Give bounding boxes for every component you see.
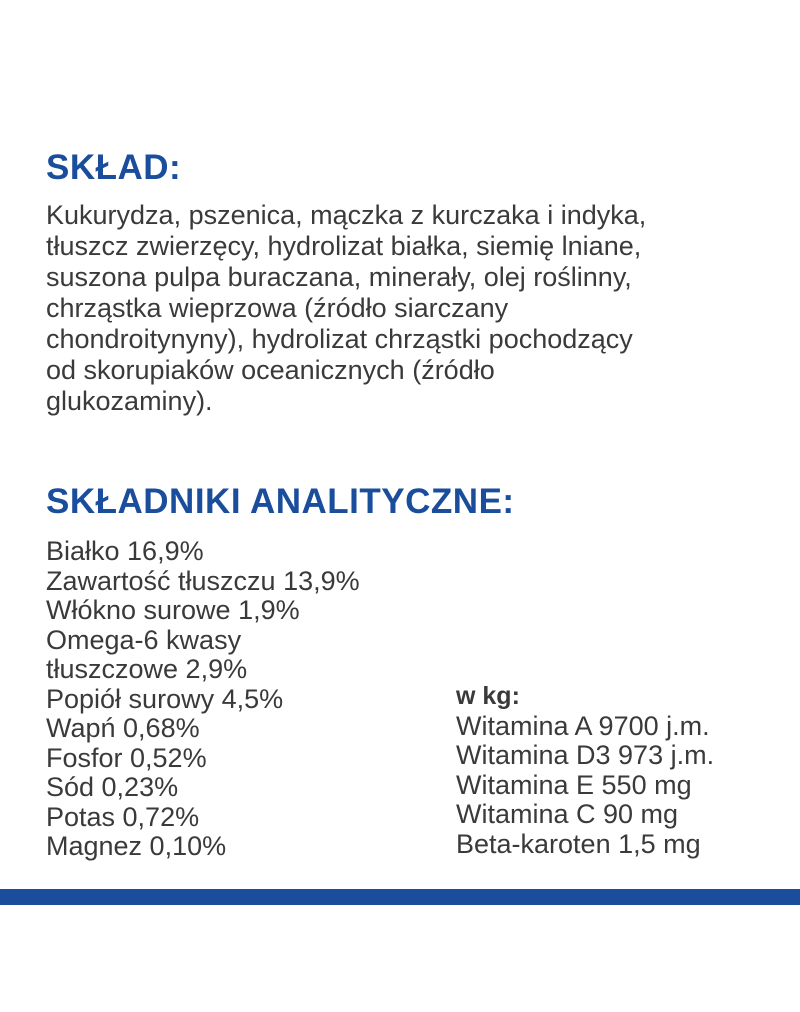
- composition-line: tłuszcz zwierzęcy, hydrolizat białka, siemię lniane,: [46, 231, 642, 261]
- vitamin-item: Witamina D3 973 j.m.: [456, 740, 715, 770]
- analytics-item: Omega-6 kwasy: [46, 624, 242, 655]
- analytics-item: Zawartość tłuszczu 13,9%: [46, 565, 360, 596]
- composition-line: suszona pulpa buraczana, minerały, olej roślinny,: [46, 262, 632, 292]
- analytics-item: Magnez 0,10%: [46, 831, 227, 861]
- composition-line: chrząstka wieprzowa (źródło siarczany: [46, 293, 509, 323]
- bottom-accent-bar: [0, 889, 800, 905]
- vitamins-list: [456, 682, 714, 859]
- analytics-heading: SKŁADNIKI ANALITYCZNE:: [46, 482, 515, 521]
- analytics-item: Fosfor 0,52%: [46, 742, 207, 773]
- analytics-item: Popiół surowy 4,5%: [46, 683, 284, 714]
- analytics-list: [46, 537, 360, 862]
- composition-line: Kukurydza, pszenica, mączka z kurczaka i indyka,: [46, 200, 647, 230]
- vitamin-item: Witamina C 90 mg: [456, 799, 679, 829]
- analytics-item: Białko 16,9%: [46, 536, 204, 566]
- analytics-item: Włókno surowe 1,9%: [46, 595, 300, 625]
- vitamin-item: Beta-karoten 1,5 mg: [456, 828, 701, 859]
- vitamin-item: Witamina E 550 mg: [456, 769, 692, 800]
- analytics-item: Sód 0,23%: [46, 772, 179, 802]
- composition-text: [46, 200, 776, 417]
- vitamin-item: Witamina A 9700 j.m.: [456, 710, 710, 741]
- analytics-item: Wapń 0,68%: [46, 713, 200, 743]
- composition-line: od skorupiaków oceanicznych (źródło: [46, 355, 495, 385]
- analytics-item: Potas 0,72%: [46, 801, 200, 832]
- vitamins-heading: w kg:: [456, 682, 520, 710]
- composition-heading: SKŁAD:: [46, 148, 182, 187]
- composition-line: chondroitynyny), hydrolizat chrząstki pochodzący: [46, 324, 633, 354]
- analytics-item: tłuszczowe 2,9%: [46, 654, 248, 684]
- composition-line: glukozaminy).: [46, 386, 213, 416]
